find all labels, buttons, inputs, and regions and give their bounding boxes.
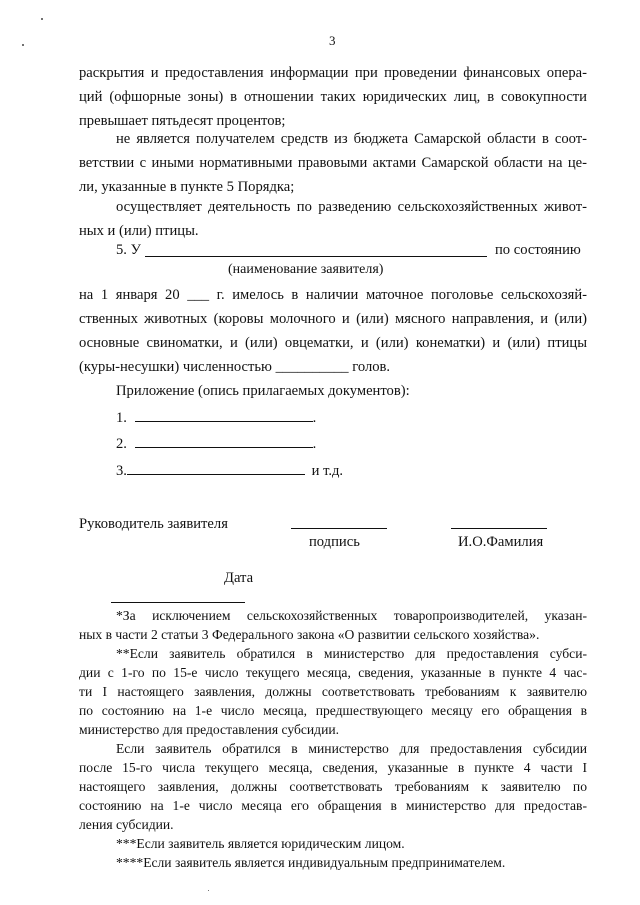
attachment-field[interactable]: [135, 433, 313, 448]
scan-speck: [41, 18, 43, 20]
item5-prefix: 5. У: [116, 242, 141, 258]
text-line: ветствии с иными нормативными правовыми актами Самарской области на це-: [79, 155, 587, 171]
text-line: *За исключением сельскохозяйственных товаропроизводителей, указан-: [116, 608, 587, 623]
attachment-number: 1.: [116, 410, 127, 426]
name-field[interactable]: [451, 528, 547, 529]
text-line: после 15-го числа текущего месяца, сведения, указанные в пункте 4 части I: [79, 760, 587, 775]
text-line: **Если заявитель обратился в министерство для предоставления субси-: [116, 646, 587, 661]
footnote-3: [79, 739, 587, 834]
text-line: министерство для предоставления субсидии.: [79, 722, 340, 737]
text-line: основные свиноматки, и (или) овцематки, и (или) конематки) и (или) птицы: [79, 335, 587, 351]
attachment-item: [116, 432, 316, 456]
text-line: дии с 1-го по 15-е число текущего месяца, сведения, указанные в пункте 4 час-: [79, 665, 587, 680]
paragraph-budget: [79, 127, 587, 199]
footnote-separator: [111, 602, 245, 603]
text-line: ных и (или) птицы.: [79, 223, 199, 239]
text-line: (куры-несушки) численностью __________ голов.: [79, 359, 391, 375]
signature-caption: подпись: [309, 534, 360, 550]
text-line: не является получателем средств из бюджета Самарской области в соот-: [116, 131, 587, 147]
paragraph-offshore: [79, 61, 587, 133]
text-line: осуществляет деятельность по разведению сельскохозяйственных живот-: [116, 199, 587, 215]
footnote-2: [79, 644, 587, 739]
attachment-tail: .: [312, 436, 317, 452]
text-line: ций (офшорные зоны) в отношении таких юридических лиц, в совокупности: [79, 89, 587, 105]
paragraph-activity: [79, 195, 587, 243]
attachment-item: [116, 406, 316, 430]
scan-speck: [208, 890, 209, 891]
footnote-1: [79, 606, 587, 644]
item5-suffix: по состоянию: [495, 242, 581, 258]
text-line: превышает пятьдесят процентов;: [79, 113, 286, 129]
page-number: 3: [329, 33, 336, 48]
attachment-number: 2.: [116, 436, 127, 452]
attachments-title: Приложение (опись прилагаемых документов):: [116, 383, 410, 399]
signature-field[interactable]: [291, 528, 387, 529]
footnote-4: ***Если заявитель является юридическим лицом.: [116, 836, 405, 851]
text-line: Если заявитель обратился в министерство для предоставления субсидии: [116, 741, 587, 756]
attachment-item: [116, 459, 343, 483]
footnote-5: ****Если заявитель является индивидуальным предпринимателем.: [116, 855, 506, 870]
text-line: настоящего заявления, должны соответствовать требованиям к заявителю по: [79, 779, 587, 794]
attachment-number: 3.: [116, 463, 127, 479]
date-label: Дата: [224, 570, 254, 586]
text-line: ти I настоящего заявления, должны соответствовать требованиям к заявителю: [79, 684, 587, 699]
text-line: раскрытия и предоставления информации при проведении финансовых опера-: [79, 65, 587, 81]
text-line: ления субсидии.: [79, 817, 174, 832]
attachment-field[interactable]: [127, 460, 305, 475]
text-line: по состоянию на 1-е число месяца, предшествующего месяцу его обращения в: [79, 703, 587, 718]
text-line: ли, указанные в пункте 5 Порядка;: [79, 179, 295, 195]
signature-label: Руководитель заявителя: [79, 516, 228, 532]
text-line: ственных животных (коровы молочного и (или) мясного направления, и (или): [79, 311, 587, 327]
name-caption: И.О.Фамилия: [458, 534, 544, 550]
attachment-tail: и т.д.: [311, 463, 344, 479]
applicant-name-caption: (наименование заявителя): [228, 262, 384, 277]
text-line: ных в части 2 статьи 3 Федерального закона «О развитии сельского хозяйства».: [79, 627, 540, 642]
text-line: состоянию на 1-е число месяца его обращения в министерство для предостав-: [79, 798, 587, 813]
scan-speck: [22, 44, 24, 46]
attachment-tail: .: [312, 410, 317, 426]
paragraph-livestock: [79, 283, 587, 379]
attachment-field[interactable]: [135, 407, 313, 422]
applicant-name-field[interactable]: [145, 256, 487, 257]
text-line: на 1 января 20 ___ г. имелось в наличии маточное поголовье сельскохозяй-: [79, 287, 587, 303]
